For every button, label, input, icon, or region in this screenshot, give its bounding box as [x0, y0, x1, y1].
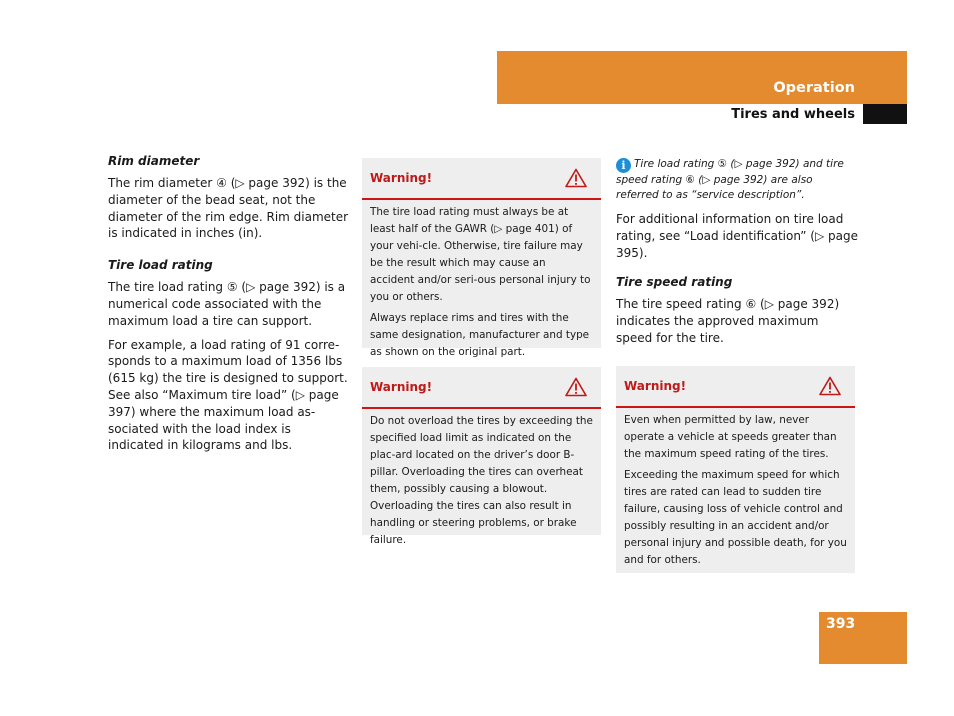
warning-title: Warning!: [624, 379, 687, 393]
warning-text: Do not overload the tires by exceeding the specified load limit as indicated on the plac-ard located on the driver’s door B-pillar. Overloading the tires can overheat them, possibly causing a blowout. Overloading the tires can also result in handling or steering problems, or brake failure.: [370, 415, 593, 546]
section-header-bar: [497, 51, 907, 104]
warning-text: Even when permitted by law, never operate a vehicle at speeds greater than the maximum speed rating of the tires.: [624, 414, 837, 460]
page-number-box: [819, 612, 907, 664]
warning-text: Exceeding the maximum speed for which tires are rated can lead to sudden tire failure, causing loss of vehicle control and possibly resulting in an accident and/or personal injury and possible death, for you and for others.: [624, 469, 847, 566]
warning-triangle-icon: [565, 168, 587, 188]
warning-text: Always replace rims and tires with the same designation, manufacturer and type as shown on the original part.: [370, 312, 590, 358]
left-column: [108, 154, 350, 461]
warning-box-load: [362, 158, 601, 358]
warning-box-overload: [362, 367, 601, 546]
warning-header: [362, 367, 601, 409]
tire-load-heading: Tire load rating: [108, 258, 213, 273]
warning-triangle-icon: [565, 377, 587, 397]
warning-header: [616, 366, 855, 408]
warning-header: [362, 158, 601, 200]
warning-text: The tire load rating must always be at least half of the GAWR (▷ page 401) of your vehi-cle. Otherwise, tire failure may be the result which may cause an accident and/or seri-ous personal injury to you or others.: [370, 206, 591, 303]
page-number: 393: [826, 616, 856, 632]
rim-diameter-heading: Rim diameter: [108, 154, 200, 168]
subsection-title: Tires and wheels: [731, 107, 855, 122]
rim-diameter-text: The rim diameter ④ (▷ page 392) is the diameter of the bead seat, not the diameter of the rim edge. Rim diameter is indicated in inches (in).: [108, 176, 349, 241]
right-column: [616, 157, 858, 354]
subsection-marker: [863, 104, 907, 124]
warning-title: Warning!: [370, 171, 433, 185]
info-icon: i: [616, 158, 631, 173]
tire-load-text-1: The tire load rating ⑤ (▷ page 392) is a numerical code associated with the maximum load a tire can support.: [108, 280, 346, 328]
tire-load-text-2: For example, a load rating of 91 corre-sponds to a maximum load of 1356 lbs (615 kg) the tire is designed to support. See also “Maximum tire load” (▷ page 397) where the maximum load as-sociated with the load index is indicated in kilograms and lbs.: [108, 337, 348, 453]
tire-speed-heading: Tire speed rating: [616, 275, 733, 290]
tire-speed-text: The tire speed rating ⑥ (▷ page 392) indicates the approved maximum speed for the tire.: [616, 297, 840, 345]
warning-box-speed: [616, 366, 855, 573]
warning-triangle-icon: [819, 376, 841, 396]
section-title: Operation: [773, 80, 855, 96]
info-note: [616, 157, 858, 203]
warning-title: Warning!: [370, 380, 433, 394]
info-note-text: Tire load rating ⑤ (▷ page 392) and tire speed rating ⑥ (▷ page 392) are also referred to as “service description”.: [616, 158, 844, 201]
additional-info-text: For additional information on tire load rating, see “Load identification” (▷ page 395).: [616, 212, 859, 260]
